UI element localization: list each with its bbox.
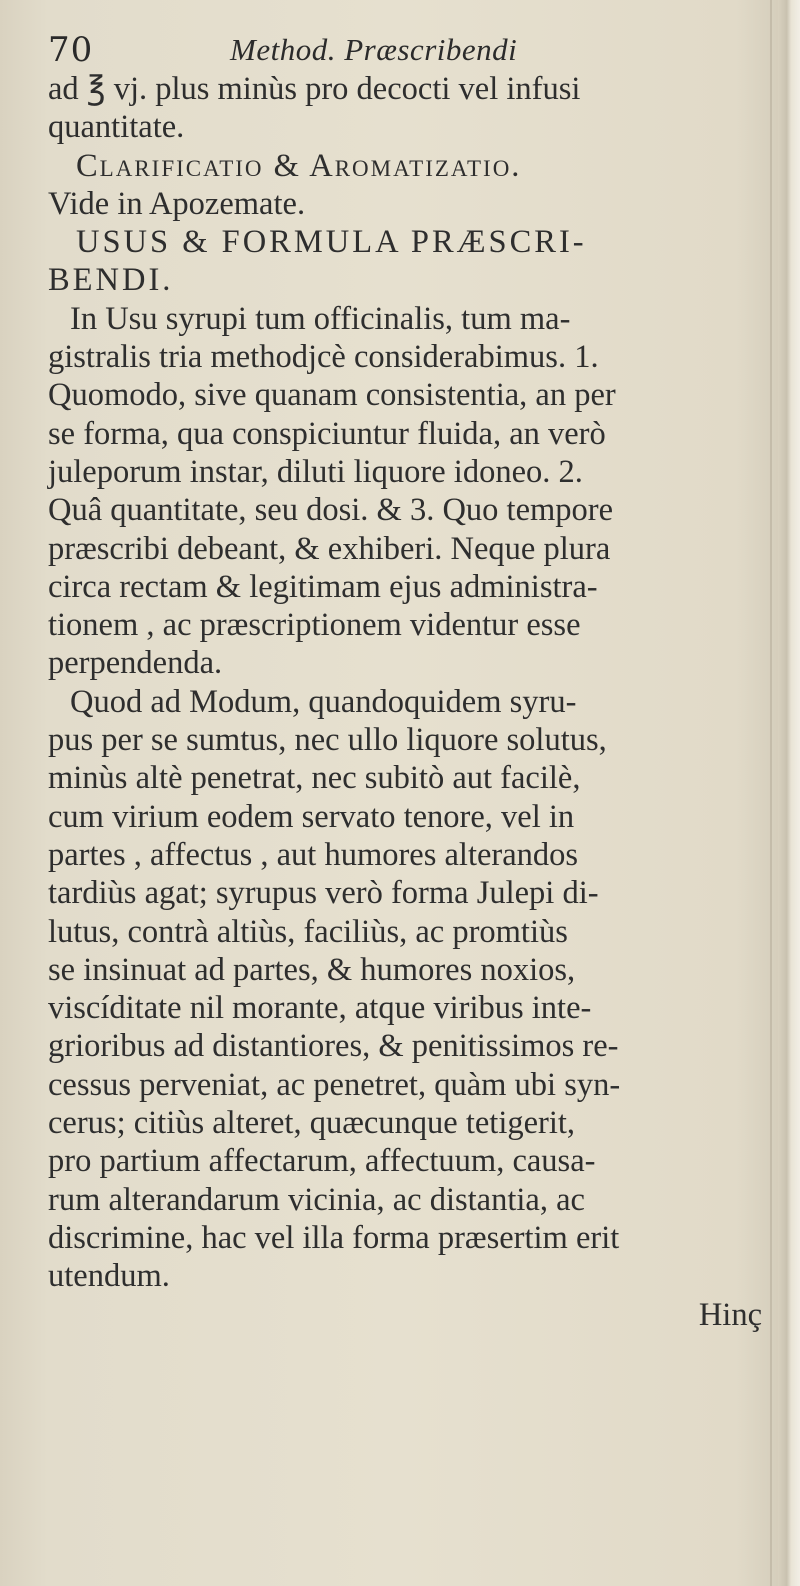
text-line: partes , affectus , aut humores alterandos bbox=[48, 836, 579, 873]
section-heading: USUS & FORMULA PRÆSCRI- bbox=[76, 224, 587, 261]
text-line: perpendenda. bbox=[48, 645, 223, 682]
text-line: grioribus ad distantiores, & penitissimos re- bbox=[48, 1028, 619, 1065]
page-gutter-shadow bbox=[770, 0, 772, 1586]
text-line: juleporum instar, diluti liquore idoneo. 2. bbox=[48, 453, 583, 490]
page-header bbox=[48, 30, 768, 70]
text-line: tionem , ac præscriptionem videntur esse bbox=[48, 607, 581, 644]
text-line: se insinuat ad partes, & humores noxios, bbox=[48, 951, 576, 988]
text-line: gistralis tria methodjcè considerabimus. 1. bbox=[48, 339, 599, 376]
section-heading: BENDI. bbox=[48, 262, 174, 299]
page-edge bbox=[778, 0, 800, 1586]
text-line: pro partium affectarum, affectuum, causa- bbox=[48, 1143, 596, 1180]
running-head: Method. Præscribendi bbox=[230, 32, 518, 67]
text-line: se forma, qua conspiciuntur fluida, an verò bbox=[48, 415, 606, 452]
page-number: 70 bbox=[48, 30, 94, 70]
text-line: utendum. bbox=[48, 1258, 170, 1295]
paragraph-start: Quod ad Modum, quandoquidem syru- bbox=[70, 683, 577, 720]
text-line: minùs altè penetrat, nec subitò aut facilè, bbox=[48, 760, 581, 797]
text-line: tardiùs agat; syrupus verò forma Julepi di- bbox=[48, 875, 599, 912]
text-line: lutus, contrà altiùs, faciliùs, ac promtiùs bbox=[48, 913, 568, 950]
text-line: rum alterandarum vicinia, ac distantia, ac bbox=[48, 1181, 585, 1218]
text-line: Quâ quantitate, seu dosi. & 3. Quo tempore bbox=[48, 492, 614, 529]
text-line: pus per se sumtus, nec ullo liquore solutus, bbox=[48, 722, 607, 759]
text-line: cum virium eodem servato tenore, vel in bbox=[48, 798, 575, 835]
text-line: Vide in Apozemate. bbox=[48, 185, 306, 222]
body-text bbox=[48, 70, 768, 1334]
text-line: quantitate. bbox=[48, 109, 185, 146]
text-line: discrimine, hac vel illa forma præsertim erit bbox=[48, 1219, 620, 1256]
paragraph-start: In Usu syrupi tum officinalis, tum ma- bbox=[70, 300, 571, 337]
text-line: ad ℥ vj. plus minùs pro decocti vel infusi bbox=[48, 71, 581, 107]
text-line: præscribi debeant, & exhiberi. Neque plura bbox=[48, 530, 611, 567]
section-heading: Clarificatio & Aromatizatio. bbox=[76, 147, 522, 184]
text-line: cerus; citiùs alteret, quæcunque tetigerit, bbox=[48, 1105, 576, 1142]
text-line: viscíditate nil morante, atque viribus inte- bbox=[48, 990, 592, 1027]
text-line: Quomodo, sive quanam consistentia, an per bbox=[48, 377, 616, 414]
text-line: cessus perveniat, ac penetret, quàm ubi syn- bbox=[48, 1066, 621, 1103]
catchword: Hinç bbox=[698, 1296, 762, 1333]
text-line: circa rectam & legitimam ejus administra- bbox=[48, 568, 598, 605]
